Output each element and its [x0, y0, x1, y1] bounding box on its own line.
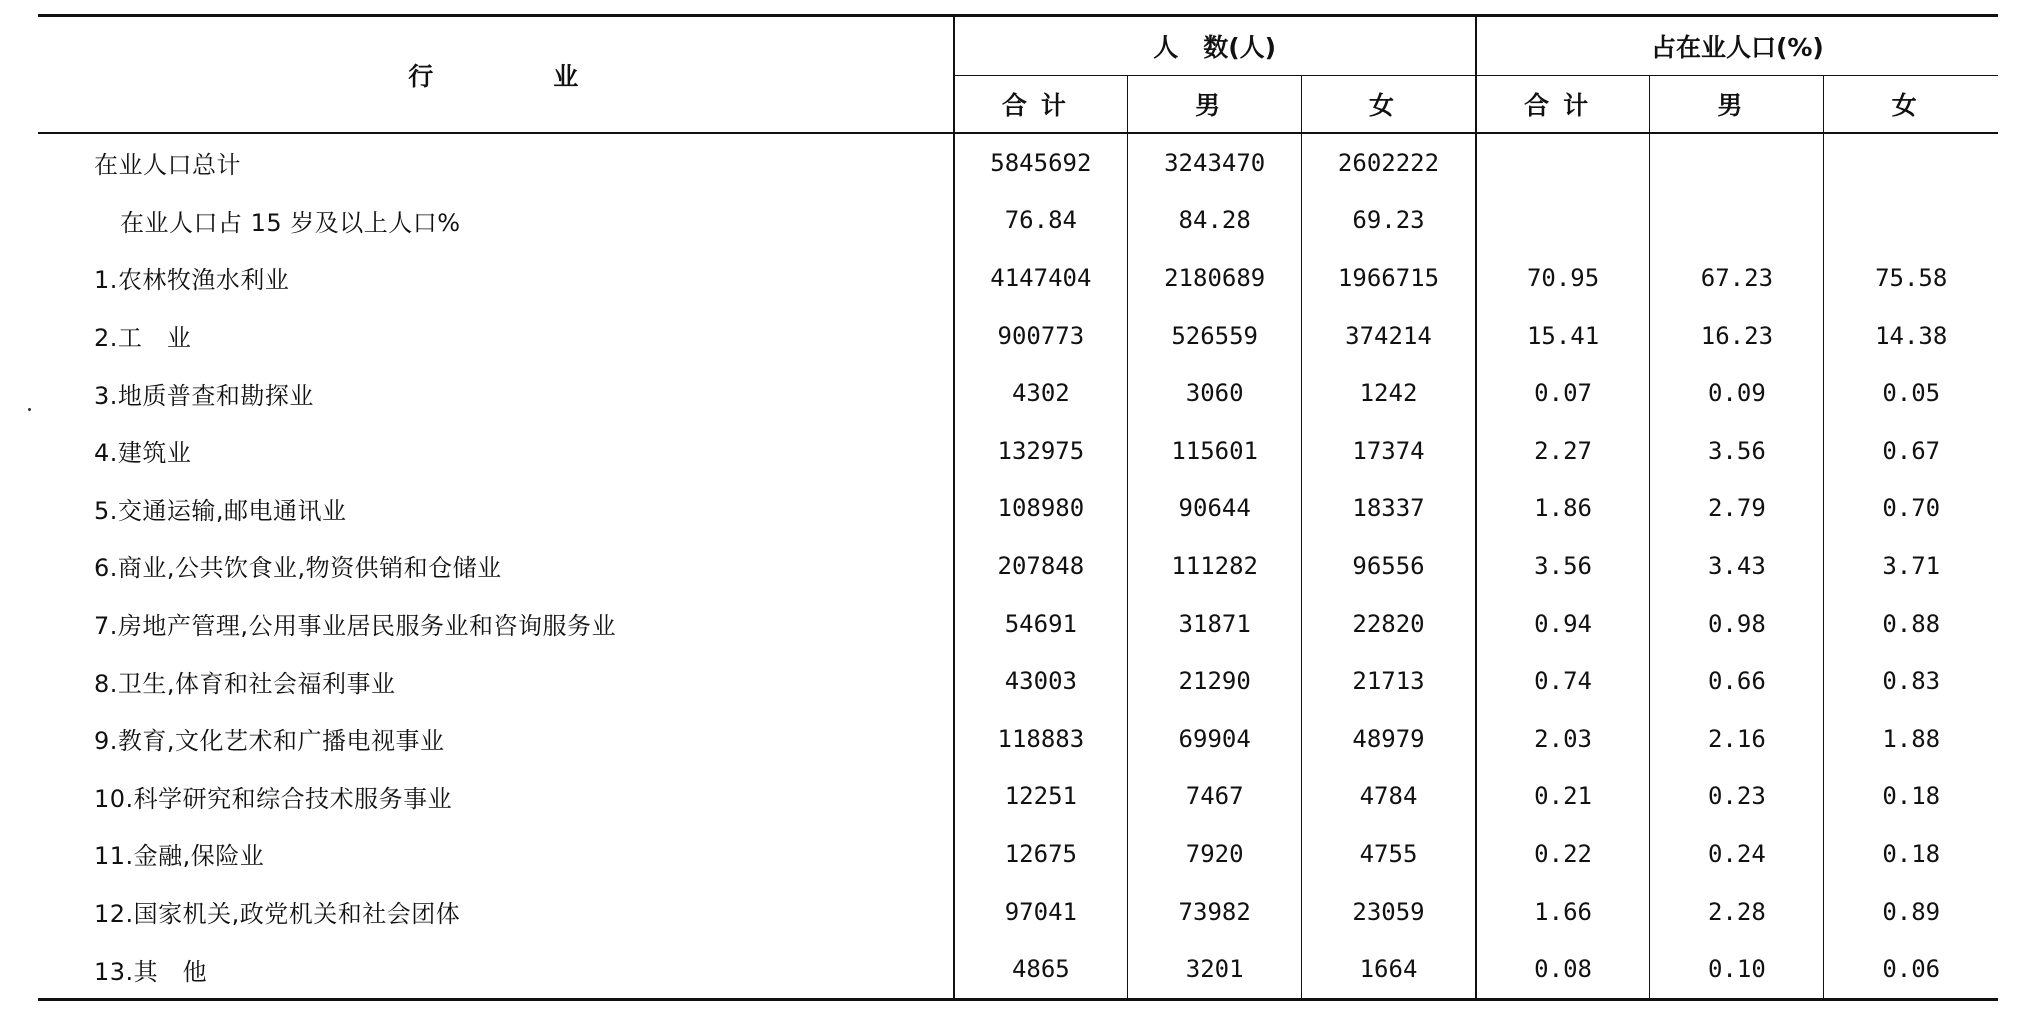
percent-male-cell: 16.23 [1650, 307, 1824, 365]
table-row [38, 307, 1998, 365]
percent-female-cell: 0.70 [1882, 494, 1941, 523]
percent-total-cell: 0.22 [1476, 825, 1650, 883]
percent-male-cell: 0.23 [1650, 768, 1824, 826]
count-female-cell: 2602222 [1302, 133, 1476, 192]
industry-cell: 在业人口占 15 岁及以上人口% [38, 192, 954, 250]
count-female-cell: 1242 [1302, 364, 1476, 422]
percent-male-cell [1650, 192, 1824, 250]
count-total-cell: 54691 [954, 595, 1128, 653]
percent-group-header: 占在业人口(%) [1476, 16, 1998, 76]
percent-female-header: 女 [1824, 76, 1998, 134]
percent-male-cell: 0.09 [1650, 364, 1824, 422]
percent-male-cell: 3.56 [1650, 422, 1824, 480]
count-female-header: 女 [1302, 76, 1476, 134]
industry-cell: 10.科学研究和综合技术服务事业 [38, 768, 954, 826]
industry-cell: 6.商业,公共饮食业,物资供销和仓储业 [38, 537, 954, 595]
percent-total-cell: 0.74 [1476, 652, 1650, 710]
table-row [38, 883, 1998, 941]
count-male-cell: 3243470 [1128, 133, 1302, 192]
count-male-cell: 73982 [1128, 883, 1302, 941]
count-female-cell: 96556 [1302, 537, 1476, 595]
percent-total-cell: 2.03 [1476, 710, 1650, 768]
percent-total-cell: 3.56 [1476, 537, 1650, 595]
table-row [38, 364, 1998, 422]
count-male-cell: 3060 [1128, 364, 1302, 422]
percent-total-cell [1476, 133, 1650, 192]
industry-cell: 8.卫生,体育和社会福利事业 [38, 652, 954, 710]
industry-cell: 3.地质普查和勘探业 [38, 364, 954, 422]
table-row [38, 940, 1998, 999]
table-header [38, 16, 1998, 134]
percent-total-cell: 0.07 [1476, 364, 1650, 422]
count-male-header: 男 [1128, 76, 1302, 134]
count-male-cell: 115601 [1128, 422, 1302, 480]
count-male-cell: 526559 [1128, 307, 1302, 365]
count-female-cell: 1664 [1302, 940, 1476, 999]
table-row [38, 249, 1998, 307]
table-row [38, 192, 1998, 250]
industry-cell: 7.房地产管理,公用事业居民服务业和咨询服务业 [38, 595, 954, 653]
table-row [38, 595, 1998, 653]
percent-female-cell: 3.71 [1882, 551, 1941, 580]
percent-female-cell: 0.88 [1882, 609, 1941, 638]
count-total-cell: 12251 [954, 768, 1128, 826]
table-row [38, 422, 1998, 480]
count-total-cell: 118883 [954, 710, 1128, 768]
count-group-header: 人 数(人) [954, 16, 1476, 76]
percent-male-cell: 2.28 [1650, 883, 1824, 941]
scan-speck [28, 408, 31, 411]
percent-total-cell: 0.21 [1476, 768, 1650, 826]
count-total-cell: 4302 [954, 364, 1128, 422]
count-total-cell: 97041 [954, 883, 1128, 941]
count-male-cell: 21290 [1128, 652, 1302, 710]
count-female-cell: 374214 [1302, 307, 1476, 365]
percent-female-cell: 0.18 [1882, 839, 1941, 868]
percent-total-cell: 0.08 [1476, 940, 1650, 999]
percent-female-cell: 0.83 [1882, 667, 1941, 696]
percent-female-cell [1824, 133, 1998, 192]
percent-total-cell: 1.66 [1476, 883, 1650, 941]
industry-cell: 9.教育,文化艺术和广播电视事业 [38, 710, 954, 768]
industry-cell: 在业人口总计 [38, 133, 954, 192]
table-row [38, 710, 1998, 768]
percent-male-cell: 0.24 [1650, 825, 1824, 883]
count-female-cell: 1966715 [1302, 249, 1476, 307]
percent-male-cell: 67.23 [1650, 249, 1824, 307]
industry-cell: 1.农林牧渔水利业 [38, 249, 954, 307]
percent-male-cell: 0.10 [1650, 940, 1824, 999]
table-row [38, 652, 1998, 710]
count-male-cell: 2180689 [1128, 249, 1302, 307]
count-total-cell: 5845692 [954, 133, 1128, 192]
count-total-cell: 900773 [954, 307, 1128, 365]
count-male-cell: 7467 [1128, 768, 1302, 826]
percent-total-cell: 1.86 [1476, 480, 1650, 538]
count-total-cell: 4147404 [954, 249, 1128, 307]
count-total-cell: 132975 [954, 422, 1128, 480]
count-total-cell: 12675 [954, 825, 1128, 883]
percent-male-header: 男 [1650, 76, 1824, 134]
industry-cell: 12.国家机关,政党机关和社会团体 [38, 883, 954, 941]
percent-female-cell: 75.58 [1875, 263, 1948, 292]
percent-female-cell: 0.06 [1824, 940, 1998, 999]
count-male-cell: 69904 [1128, 710, 1302, 768]
industry-cell: 11.金融,保险业 [38, 825, 954, 883]
percent-total-cell: 15.41 [1476, 307, 1650, 365]
count-male-cell: 7920 [1128, 825, 1302, 883]
count-male-cell: 3201 [1128, 940, 1302, 999]
table-row [38, 133, 1998, 192]
percent-female-cell: 1.88 [1882, 724, 1941, 753]
count-total-cell: 207848 [954, 537, 1128, 595]
count-male-cell: 90644 [1128, 480, 1302, 538]
employment-by-industry-table [38, 14, 1998, 1001]
count-male-cell: 31871 [1128, 595, 1302, 653]
industry-cell: 2.工 业 [38, 307, 954, 365]
percent-total-cell: 2.27 [1476, 422, 1650, 480]
percent-total-cell [1476, 192, 1650, 250]
count-female-cell: 69.23 [1302, 192, 1476, 250]
count-female-cell: 48979 [1302, 710, 1476, 768]
count-male-cell: 84.28 [1128, 192, 1302, 250]
table-row [38, 825, 1998, 883]
industry-cell: 4.建筑业 [38, 422, 954, 480]
percent-total-cell: 0.94 [1476, 595, 1650, 653]
count-male-cell: 111282 [1128, 537, 1302, 595]
count-total-cell: 43003 [954, 652, 1128, 710]
count-total-cell: 4865 [954, 940, 1128, 999]
percent-female-cell: 14.38 [1875, 321, 1948, 350]
count-female-cell: 4784 [1302, 768, 1476, 826]
count-female-cell: 22820 [1302, 595, 1476, 653]
percent-female-cell: 0.89 [1882, 897, 1941, 926]
percent-male-cell: 2.79 [1650, 480, 1824, 538]
percent-male-cell: 0.98 [1650, 595, 1824, 653]
industry-cell: 5.交通运输,邮电通讯业 [38, 480, 954, 538]
percent-female-cell: 0.18 [1882, 782, 1941, 811]
count-female-cell: 4755 [1302, 825, 1476, 883]
percent-total-header: 合计 [1476, 76, 1650, 134]
count-total-cell: 76.84 [954, 192, 1128, 250]
percent-male-cell: 2.16 [1650, 710, 1824, 768]
percent-female-cell [1824, 192, 1998, 250]
count-total-cell: 108980 [954, 480, 1128, 538]
count-female-cell: 23059 [1302, 883, 1476, 941]
table-row [38, 768, 1998, 826]
table-row [38, 537, 1998, 595]
count-female-cell: 18337 [1302, 480, 1476, 538]
percent-female-cell: 0.67 [1882, 436, 1941, 465]
industry-column-header: 行 业 [38, 16, 954, 134]
statistics-table-sheet [38, 14, 1998, 1001]
count-female-cell: 21713 [1302, 652, 1476, 710]
percent-male-cell [1650, 133, 1824, 192]
table-row [38, 480, 1998, 538]
percent-total-cell: 70.95 [1476, 249, 1650, 307]
percent-male-cell: 3.43 [1650, 537, 1824, 595]
table-body [38, 133, 1998, 999]
percent-female-cell: 0.05 [1882, 379, 1941, 408]
count-total-header: 合计 [954, 76, 1128, 134]
count-female-cell: 17374 [1302, 422, 1476, 480]
percent-male-cell: 0.66 [1650, 652, 1824, 710]
industry-cell: 13.其 他 [38, 940, 954, 999]
